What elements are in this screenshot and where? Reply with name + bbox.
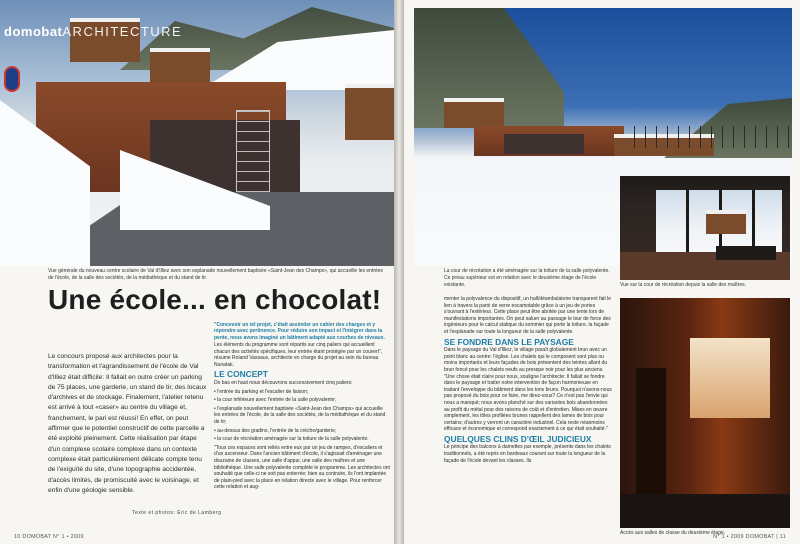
lead-text: "Concevoir un tel projet, c'était assimiler un cahier des charges et y répondre avec pertinence. Pour réduire son impact et l'intégrer dans la pente, nous avons imaginé un bâtiment adapté aux courbes de niveaux. [214,322,385,341]
section-heading-concept: LE CONCEPT [214,369,268,380]
yard-caption: La cour de récréation a été aménagée sur la toiture de la salle polyvalente. Ce préau supérieur est en relation avec le deuxième étage de l'école existante. [444,268,610,288]
corridor-photo [620,298,790,528]
chalet-in-window [706,210,746,234]
concept-item: • la cour de récréation aménagée sur la toiture de la salle polyvalente. [214,436,390,443]
photo-credit: Texte et photos: Eric de Lamberg [132,510,222,516]
column-intro: Les éléments du programme sont répartis sur cinq paliers qui accueillent chacun des activités spécifiques, leur entrée étant protégée par un couvert", résume Roland Vassaux, architecte en charge du projet au sein du bureau Nunatak. [214,342,383,368]
interior-caption: Vue sur la cour de récréation depuis la salle des maîtres. [620,282,746,288]
article-column-left [214,342,390,493]
concept-item: • la cour inférieure avec l'entrée de la salle polyvalente; [214,397,390,404]
section-heading-landscape: SE FONDRE DANS LE PAYSAGE [444,336,574,347]
concept-text: De bas en haut nous découvrons successivement cinq paliers: [214,379,353,386]
glass-hall [504,134,584,154]
lead-paragraph [214,322,390,341]
concept-tail: "Tous ces espaces sont reliés entre eux par un jeu de rampes, d'escaliers et d'un ascenseur. Dans l'ancien bâtiment d'école, il s'agissait d'aménager une douzaine de classes, une salle d'appui, une salle des maîtres et une bibliothèque. Une salle polyvalente complète le programme. Les architectes ont souhaité que celle-ci ne soit pas enterrée; bien au contraire, ils l'ont implantée de plain-pied avec la place en relation directe avec le village. Pour renforcer cette relation et aug- [214,444,390,491]
road-sign-icon [4,66,20,92]
concept-item: • au-dessus des gradins, l'entrée de la crèche/garderie; [214,428,390,435]
column-text: Dans le paysage du Val d'Illiez, le village paraît globalement brun avec un point blanc au centre: l'église. Les chalets qui le composent sont plus ou moins importants et leurs façades de bois présentent des teintes allant du brun foncé pour les chalets neufs au presque noir pour les plus anciens. "Une chose était claire pour nous, souligne l'architecte: Il fallait se fondre dans le paysage et traiter notre intervention de façon harmonieuse en traitant l'enveloppe du bâtiment dans les tons bruns. Pourquoi n'avons-nous pas proposé du bois pour ce faire, me direz-vous? Ce n'est pas l'envie qui nous a manqué; nous avons planché sur des variantes bois abandonnées au profit du métal pour des raisons de coût et d'entretien. Mises en œuvre simplement, les tôles profilées brunes rappellent des lames de bois pour certains; d'autres y verront un caractère industriel. Cela reste néanmoins efficace et économique et correspond exactement à ce qui était souhaité." [444,347,612,433]
right-page [404,0,800,544]
intro-paragraph: Le concours proposé aux architectes pour la transformation et l'agrandissement de l'école de Val d'Illiez était difficile: Il fallait en outre créer un parking de 75 places, une garderie, un stand de tir, des locaux d'archives et de stockage. Finalement, l'atelier retenu est arrivé à tout «caser» au centre du village et, franchement, le pari est réussi! En effet, on peut affirmer que le potentiel constructif de cette parcelle a été exploité pleinement. Cette réalisation par étape d'un complexe scolaire complexe dans un contexte complexe était particulièrement délicate compte tenu de l'exiguïté du site, d'une topographie accidentée, d'accès limités, de promiscuité avec le voisinage, et enfin d'une géologie sensible. [48,353,207,494]
page-gutter [394,0,404,544]
column-text: menter la polyvalence du dispositif, un hall/déambulatoire transparent fait le lien à travers la paroi de verre escamotable grâce à un jeu de portes s'ouvrant à l'extérieur. Cette place peut être abritée par une tente lors de manifestations importantes. On peut saluer au passage le tour de force des ingénieurs pour le calcul statique du sommier qui porte la toiture, la façade et l'esplanade sur toute la longueur de la salle polyvalente. [444,296,612,335]
corridor-caption: Accès aux salles de classe du deuxième étage. [620,530,726,536]
concept-item: • l'entrée du parking et l'escalier de liaison; [214,389,390,396]
school-exterior-photo [0,0,394,266]
chairs [716,246,776,260]
chalet-right [345,84,394,140]
page-headline: Une école... en chocolat! [48,284,382,315]
magazine-brand: domobatARCHITECTURE [4,24,183,39]
section-heading-details: QUELQUES CLINS D'ŒIL JUDICIEUX [444,433,592,444]
floor [620,494,790,528]
article-column-right [444,296,612,466]
left-page [0,0,394,544]
right-folio: N° 1 • 2009 DOMOBAT | 11 [713,534,786,540]
main-photo-caption: Vue générale du nouveau centre scolaire de Val d'Illiez avec son esplanade nouvellement baptisée «Saint-Jean des Champs», qui accueille les entrées de l'école, de la salle des sociétés, de la médiathèque et du stand de tir. [48,268,384,281]
scaffold-tower [236,110,270,202]
teachers-room-photo [620,176,790,280]
railing [624,126,792,148]
concept-item: • l'esplanade nouvellement baptisée «Saint-Jean des Champs» qui accueille les entrées de l'école, de la salle des sociétés, de la médiathèque et du stand de tir; [214,406,390,426]
left-folio: 10 DOMOBAT N° 1 • 2009 [14,534,84,540]
section-label: ARCHITECTURE [62,24,183,39]
lit-window [690,338,770,418]
column-text: Le principe des balcons à damettes par exemple, présents dans les chalets traditionnels, a été repris en bardeaux courant sur toute la longueur de la façade de l'école devant les classes. Ils [444,444,611,464]
chalet-roof-left [444,98,504,128]
